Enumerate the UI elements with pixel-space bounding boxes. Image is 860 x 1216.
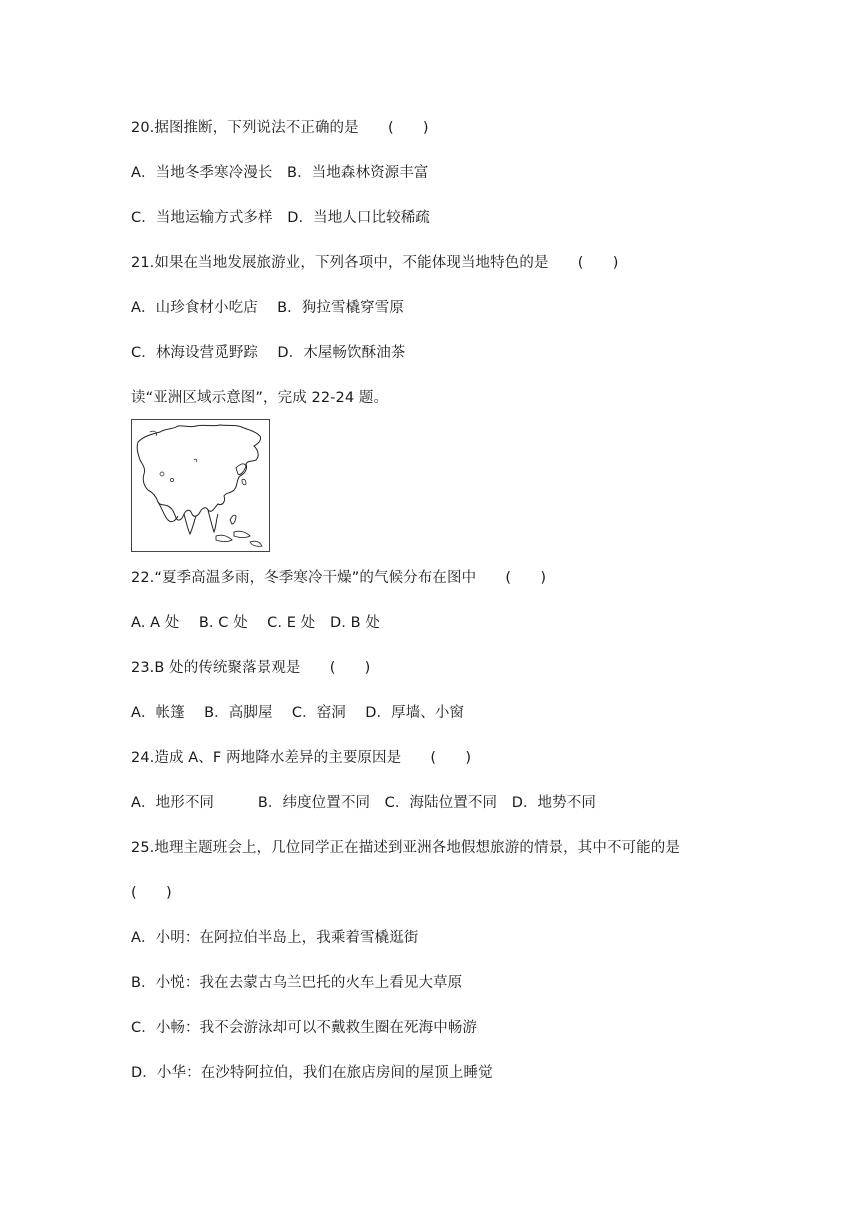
island-shape <box>216 535 232 541</box>
question-25-option-d: D．小华：在沙特阿拉伯，我们在旅店房间的屋顶上睡觉 <box>131 1065 493 1081</box>
map-reading-instruction: 读“亚洲区域示意图”，完成 22-24 题。 <box>131 390 389 406</box>
question-21-options-cd: C．林海设营觅野踪 D．木屋畅饮酥油茶 <box>131 345 406 361</box>
island-shape <box>242 479 246 485</box>
question-25-option-a: A．小明：在阿拉伯半岛上，我乘着雪橇逛街 <box>131 930 419 946</box>
question-20-options-ab: A．当地冬季寒冷漫长 B．当地森林资源丰富 <box>131 165 429 181</box>
question-23-stem: 23.B 处的传统聚落景观是 ( ) <box>131 660 371 676</box>
question-20-options-cd: C．当地运输方式多样 D．当地人口比较稀疏 <box>131 210 430 226</box>
question-20-stem: 20.据图推断，下列说法不正确的是 ( ) <box>131 120 429 136</box>
asia-map-drawing <box>132 420 269 551</box>
question-25-option-c: C．小畅：我不会游泳却可以不戴救生圈在死海中畅游 <box>131 1020 478 1036</box>
question-25-stem: 25.地理主题班会上，几位同学正在描述到亚洲各地假想旅游的情景，其中不可能的是 <box>131 840 680 856</box>
question-21-stem: 21.如果在当地发展旅游业，下列各项中，不能体现当地特色的是 ( ) <box>131 255 619 271</box>
question-25-option-b: B．小悦：我在去蒙古乌兰巴托的火车上看见大草原 <box>131 975 463 991</box>
southeast-asia-outline <box>208 510 218 532</box>
arabian-peninsula-outline <box>158 502 178 522</box>
lake-mark <box>160 472 164 476</box>
question-24-options: A．地形不同 B．纬度位置不同 C．海陆位置不同 D．地势不同 <box>131 795 596 811</box>
island-shape <box>250 541 262 546</box>
question-25-answer-bracket: ( ) <box>131 885 172 901</box>
indian-subcontinent-outline <box>184 514 196 534</box>
question-22-options: A. A 处 B. C 处 C. E 处 D. B 处 <box>131 615 380 631</box>
asia-region-map <box>131 419 270 552</box>
question-24-stem: 24.造成 A、F 两地降水差异的主要原因是 ( ) <box>131 750 472 766</box>
question-23-options: A．帐篷 B．高脚屋 C．窑洞 D．厚墙、小窗 <box>131 705 465 721</box>
lake-mark <box>170 478 173 481</box>
question-22-stem: 22.“夏季高温多雨，冬季寒冷干燥”的气候分布在图中 ( ) <box>131 570 547 586</box>
island-shape <box>234 531 250 537</box>
question-21-options-ab: A．山珍食材小吃店 B．狗拉雪橇穿雪原 <box>131 300 404 316</box>
island-shape <box>230 515 236 524</box>
map-feature-mark <box>194 459 197 462</box>
